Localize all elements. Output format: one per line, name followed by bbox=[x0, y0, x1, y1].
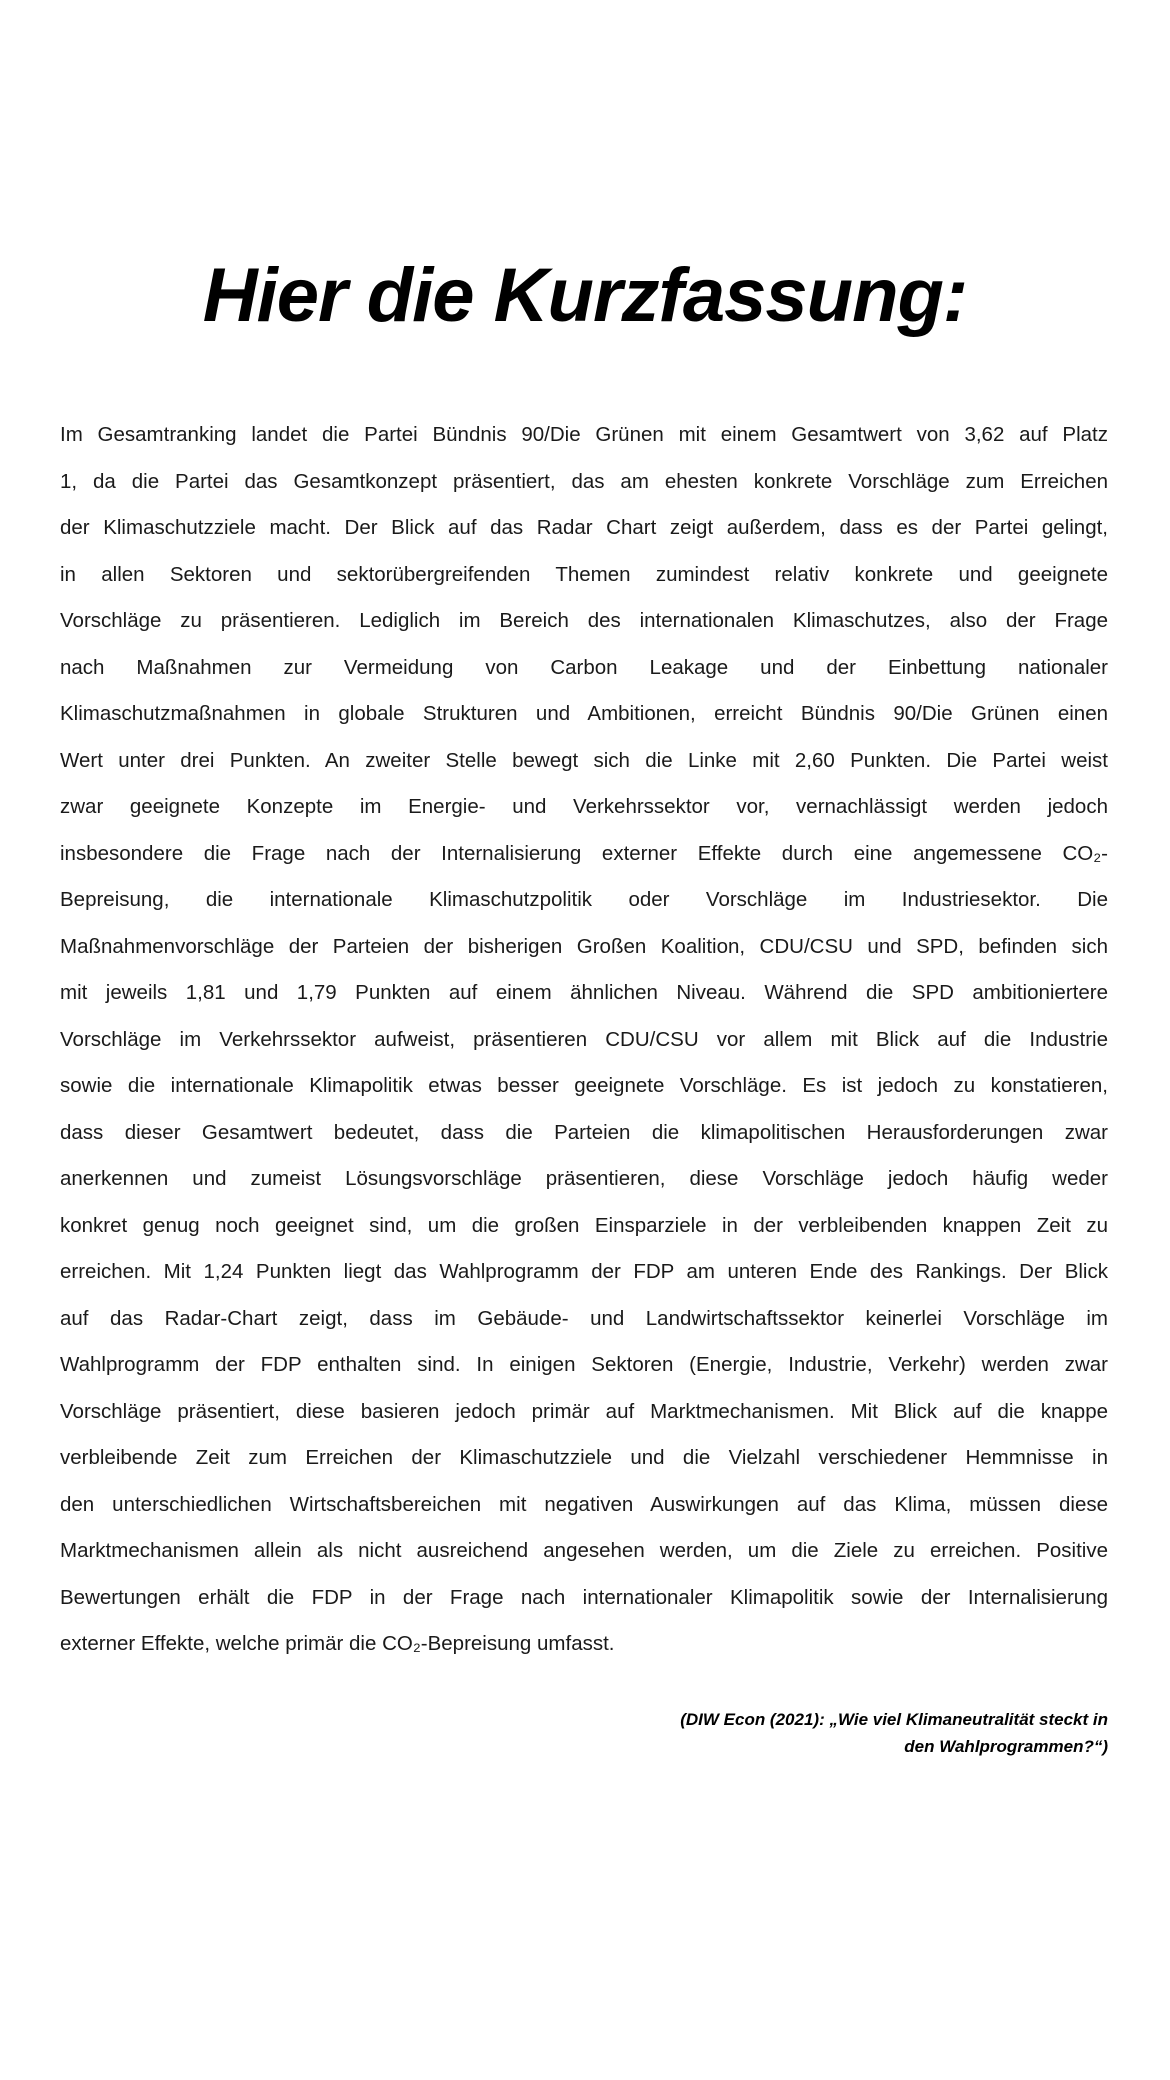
paragraph-line: verbleibende Zeit zum Erreichen der Klimaschutzziele und die Vielzahl verschiedener Hemmnisse in bbox=[60, 1446, 1108, 1469]
paragraph-line: Vorschläge präsentiert, diese basieren jedoch primär auf Marktmechanismen. Mit Blick auf die knappe bbox=[60, 1399, 1108, 1423]
page-title: Hier die Kurzfassung: bbox=[202, 253, 968, 338]
paragraph-line: Maßnahmenvorschläge der Parteien der bisherigen Großen Koalition, CDU/CSU und SPD, befinden sich bbox=[60, 934, 1108, 958]
paragraph-line: zwar geeignete Konzepte im Energie- und Verkehrssektor vor, vernachlässigt werden jedoch bbox=[60, 795, 1108, 818]
source-citation bbox=[508, 1706, 1108, 1760]
paragraph-line: Im Gesamtranking landet die Partei Bündnis 90/Die Grünen mit einem Gesamtwert von 3,62 auf Platz bbox=[60, 423, 1108, 446]
paragraph-line: Vorschläge zu präsentieren. Lediglich im Bereich des internationalen Klimaschutzes, also der Frage bbox=[60, 609, 1108, 632]
paragraph-line: mit jeweils 1,81 und 1,79 Punkten auf einem ähnlichen Niveau. Während die SPD ambitioniertere bbox=[60, 981, 1108, 1004]
paragraph-line: externer Effekte, welche primär die CO₂-Bepreisung umfasst. bbox=[60, 1632, 615, 1655]
paragraph-line: Vorschläge im Verkehrssektor aufweist, präsentieren CDU/CSU vor allem mit Blick auf die Industrie bbox=[60, 1027, 1108, 1051]
paragraph-line: in allen Sektoren und sektorübergreifenden Themen zumindest relativ konkrete und geeignete bbox=[60, 562, 1108, 586]
paragraph-line: insbesondere die Frage nach der Internalisierung externer Effekte durch eine angemessene CO₂- bbox=[60, 841, 1108, 865]
paragraph-line: nach Maßnahmen zur Vermeidung von Carbon Leakage und der Einbettung nationaler bbox=[60, 655, 1108, 679]
paragraph-line: 1, da die Partei das Gesamtkonzept präsentiert, das am ehesten konkrete Vorschläge zum Erreichen bbox=[60, 469, 1108, 493]
paragraph-line: erreichen. Mit 1,24 Punkten liegt das Wahlprogramm der FDP am unteren Ende des Rankings. Der Blick bbox=[60, 1260, 1108, 1283]
paragraph-line: Wahlprogramm der FDP enthalten sind. In einigen Sektoren (Energie, Industrie, Verkehr) werden zwar bbox=[60, 1353, 1108, 1376]
paragraph-line: der Klimaschutzziele macht. Der Blick auf das Radar Chart zeigt außerdem, dass es der Partei gelingt, bbox=[60, 516, 1108, 539]
paragraph-line: sowie die internationale Klimapolitik etwas besser geeignete Vorschläge. Es ist jedoch zu konstatieren, bbox=[60, 1074, 1108, 1097]
paragraph-line: den unterschiedlichen Wirtschaftsbereichen mit negativen Auswirkungen auf das Klima, müssen diese bbox=[60, 1492, 1108, 1516]
paragraph-line: dass dieser Gesamtwert bedeutet, dass die Parteien die klimapolitischen Herausforderungen zwar bbox=[60, 1120, 1108, 1144]
summary-paragraph bbox=[60, 418, 1108, 1674]
paragraph-line: anerkennen und zumeist Lösungsvorschläge präsentieren, diese Vorschläge jedoch häufig weder bbox=[60, 1167, 1108, 1190]
citation-line: den Wahlprogrammen?“) bbox=[904, 1737, 1108, 1756]
paragraph-line: Bewertungen erhält die FDP in der Frage nach internationaler Klimapolitik sowie der Internalisierung bbox=[60, 1585, 1108, 1609]
citation-line: (DIW Econ (2021): „Wie viel Klimaneutralität steckt in bbox=[680, 1710, 1108, 1729]
paragraph-line: konkret genug noch geeignet sind, um die großen Einsparziele in der verbleibenden knappen Zeit zu bbox=[60, 1213, 1108, 1237]
paragraph-line: Wert unter drei Punkten. An zweiter Stelle bewegt sich die Linke mit 2,60 Punkten. Die Partei weist bbox=[60, 748, 1108, 772]
paragraph-line: auf das Radar-Chart zeigt, dass im Gebäude- und Landwirtschaftssektor keinerlei Vorschläge im bbox=[60, 1306, 1108, 1330]
paragraph-line: Bepreisung, die internationale Klimaschutzpolitik oder Vorschläge im Industriesektor. Die bbox=[60, 888, 1108, 911]
paragraph-line: Klimaschutzmaßnahmen in globale Strukturen und Ambitionen, erreicht Bündnis 90/Die Grünen einen bbox=[60, 702, 1108, 725]
paragraph-line: Marktmechanismen allein als nicht ausreichend angesehen werden, um die Ziele zu erreichen. Positive bbox=[60, 1539, 1108, 1562]
